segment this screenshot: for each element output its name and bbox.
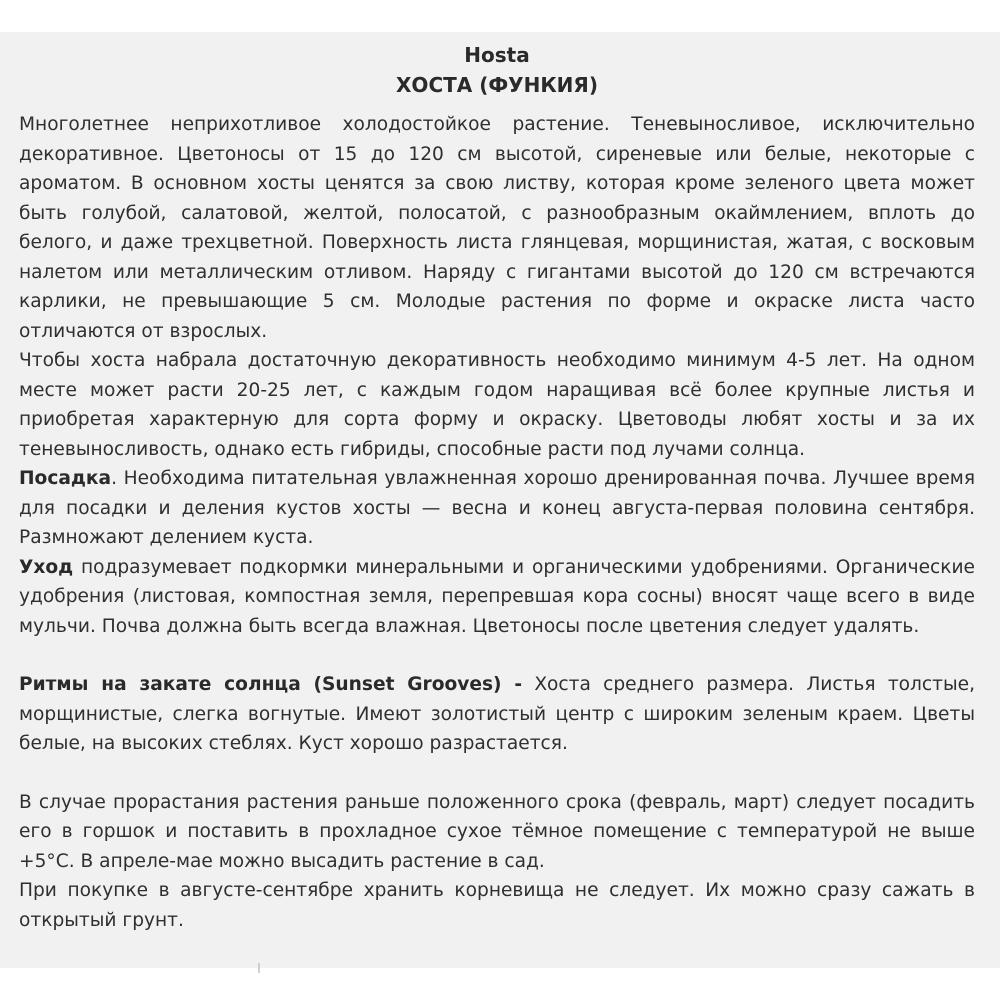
care-paragraph <box>19 553 975 642</box>
spacer <box>19 759 975 788</box>
variety-text: Хоста среднего размера. Листья толстые, морщинистые, слегка вогнутые. Имеют золотистый центр с широким зеленым краем. Цветы белые, на высоких стеблях. Куст хорошо разрастается. <box>19 674 975 754</box>
page-title: ХОСТА (ФУНКИЯ) <box>396 73 598 97</box>
early-sprouting-paragraph: В случае прорастания растения раньше положенного срока (февраль, март) следует посадить его в горшок и поставить в прохладное сухое тёмное помещение с температурой не выше +5°С. В апреле-мае можно высадить растение в сад. <box>19 791 975 872</box>
fold-mark <box>258 963 260 973</box>
care-text: подразумевает подкормки минеральными и органическими удобрениями. Органические удобрения (листовая, компостная земля, перепревшая кора сосны) вносят чаще всего в виде мульчи. Почва должна быть всегда влажная. Цветоносы после цветения следует удалять. <box>19 556 975 637</box>
care-heading: Уход <box>19 556 74 578</box>
purchase-paragraph: При покупке в августе-сентябре хранить корневища не следует. Их можно сразу сажать в открытый грунт. <box>19 880 975 931</box>
planting-paragraph <box>19 464 975 553</box>
intro-paragraph: Многолетнее неприхотливое холодостойкое растение. Теневыносливое, исключительно декоративное. Цветоносы от 15 до 120 см высотой, сиреневые или белые, некоторые с ароматом. В основном хосты ценятся за свою листву, которая кроме зеленого цвета может быть голубой, салатовой, желтой, полосатой, с разнообразным окаймлением, вплоть до белого, и даже трехцветной. Поверхность листа глянцевая, морщинистая, жатая, с восковым налетом или металлическим отливом. Наряду с гигантами высотой до 120 см встречаются карлики, не превышающие 5 см. Молодые растения по форме и окраске листа часто отличаются от взрослых. <box>19 114 975 342</box>
decor-paragraph: Чтобы хоста набрала достаточную декоративность необходимо минимум 4-5 лет. На одном месте может расти 20-25 лет, с каждым годом наращивая всё более крупные листья и приобретая характерную для сорта форму и окраску. Цветоводы любят хосты и за их теневыносливость, однако есть гибриды, способные расти под лучами солнца. <box>19 350 975 460</box>
bottom-margin <box>0 968 1000 1000</box>
label-text-block <box>19 40 975 935</box>
top-margin <box>0 0 1000 32</box>
latin-title: Hosta <box>464 43 530 67</box>
variety-paragraph <box>19 670 975 759</box>
planting-heading: Посадка <box>19 468 112 489</box>
variety-heading: Ритмы на закате солнца (Sunset Grooves) - <box>19 674 523 695</box>
spacer <box>19 641 975 670</box>
planting-text: . Необходима питательная увлажненная хорошо дренированная почва. Лучшее время для посадки и деления кустов хосты — весна и конец августа-первая половина сентября. Размножают делением куста. <box>19 468 975 548</box>
